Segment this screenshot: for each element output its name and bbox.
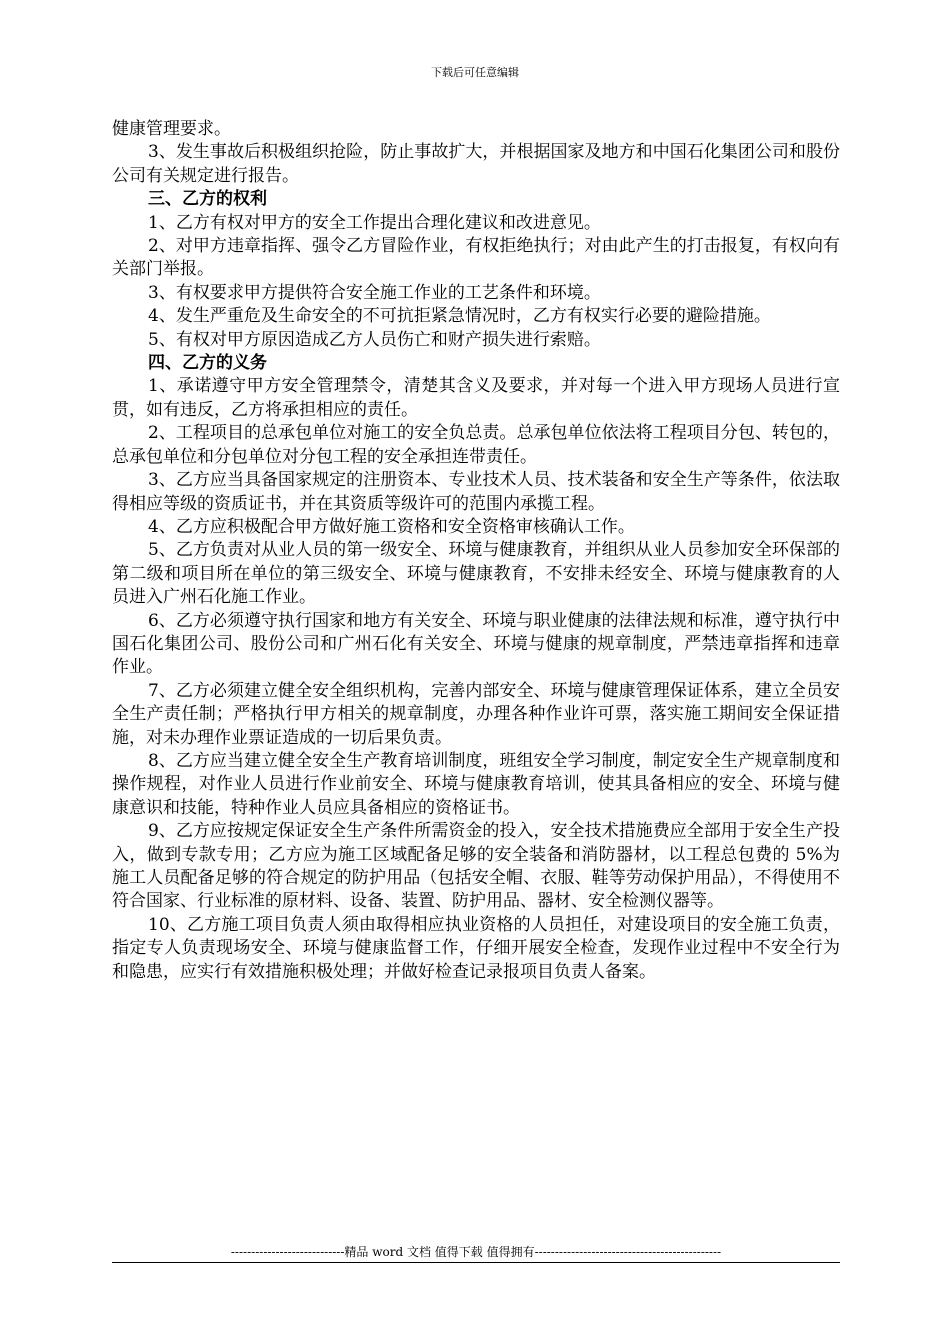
paragraph: 5、有权对甲方原因造成乙方人员伤亡和财产损失进行索赔。: [148, 329, 601, 350]
paragraph: 4、乙方应积极配合甲方做好施工资格和安全资格审核确认工作。: [148, 516, 635, 537]
footer-rule: [112, 1262, 840, 1263]
paragraph: 4、发生严重危及生命安全的不可抗拒紧急情况时，乙方有权实行必要的避险措施。: [148, 306, 771, 327]
paragraph: 5、乙方负责对从业人员的第一级安全、环境与健康教育，并组织从业人员参加安全环保部的第二级和项目所在单位的第三级安全、环境与健康教育，不安排未经安全、环境与健康教育的人员进入广州石化施工作业。: [112, 540, 840, 608]
document-body: [112, 118, 840, 984]
paragraph: 3、乙方应当具备国家规定的注册资本、专业技术人员、技术装备和安全生产等条件，依法取得相应等级的资质证书，并在其资质等级许可的范围内承揽工程。: [112, 470, 840, 514]
paragraph: 2、对甲方违章指挥、强令乙方冒险作业，有权拒绝执行；对由此产生的打击报复，有权向有关部门举报。: [112, 236, 840, 280]
page-header: 下载后可任意编辑: [431, 66, 519, 79]
paragraph: 8、乙方应当建立健全安全生产教育培训制度，班组安全学习制度，制定安全生产规章制度和操作规程，对作业人员进行作业前安全、环境与健康教育培训，使其具备相应的安全、环境与健康意识和技能，特种作业人员应具备相应的资格证书。: [112, 750, 840, 818]
paragraph: 1、承诺遵守甲方安全管理禁令，清楚其含义及要求，并对每一个进入甲方现场人员进行宣贯，如有违反，乙方将承担相应的责任。: [112, 376, 840, 420]
paragraph: 3、有权要求甲方提供符合安全施工作业的工艺条件和环境。: [148, 282, 601, 303]
paragraph: 9、乙方应按规定保证安全生产条件所需资金的投入，安全技术措施费应全部用于安全生产投入，做到专款专用；乙方应为施工区域配备足够的安全装备和消防器材，以工程总包费的 5%为施工人员配备足够的符合规定的防护用品（包括安全帽、衣服、鞋等劳动保护用品），不得使用不符合国家、行业标准的原材料、设备、装置、防护用品、器材、安全检测仪器等。: [112, 821, 840, 912]
paragraph: 6、乙方必须遵守执行国家和地方有关安全、环境与职业健康的法律法规和标准，遵守执行中国石化集团公司、股份公司和广州石化有关安全、环境与健康的规章制度，严禁违章指挥和违章作业。: [112, 610, 840, 678]
paragraph: 3、发生事故后积极组织抢险，防止事故扩大，并根据国家及地方和中国石化集团公司和股份公司有关规定进行报告。: [112, 142, 840, 186]
section-heading: 三、乙方的权利: [148, 189, 267, 210]
paragraph: 1、乙方有权对甲方的安全工作提出合理化建议和改进意见。: [148, 212, 601, 233]
paragraph: 2、工程项目的总承包单位对施工的安全负总责。总承包单位依法将工程项目分包、转包的，总承包单位和分包单位对分包工程的安全承担连带责任。: [112, 423, 840, 467]
paragraph: 10、乙方施工项目负责人须由取得相应执业资格的人员担任，对建设项目的安全施工负责，指定专人负责现场安全、环境与健康监督工作，仔细开展安全检查，发现作业过程中不安全行为和隐患，应实行有效措施积极处理；并做好检查记录报项目负责人备案。: [112, 914, 840, 982]
paragraph: 健康管理要求。: [112, 119, 231, 139]
section-heading: 四、乙方的义务: [148, 353, 267, 374]
paragraph: 7、乙方必须建立健全安全组织机构，完善内部安全、环境与健康管理保证体系，建立全员安全生产责任制；严格执行甲方相关的规章制度，办理各种作业许可票，落实施工期间安全保证措施，对未办理作业票证造成的一切后果负责。: [112, 680, 840, 748]
page-footer: ----------------------------精品 word 文档 值得下载 值得拥有----------------------------------------------: [230, 1245, 722, 1259]
